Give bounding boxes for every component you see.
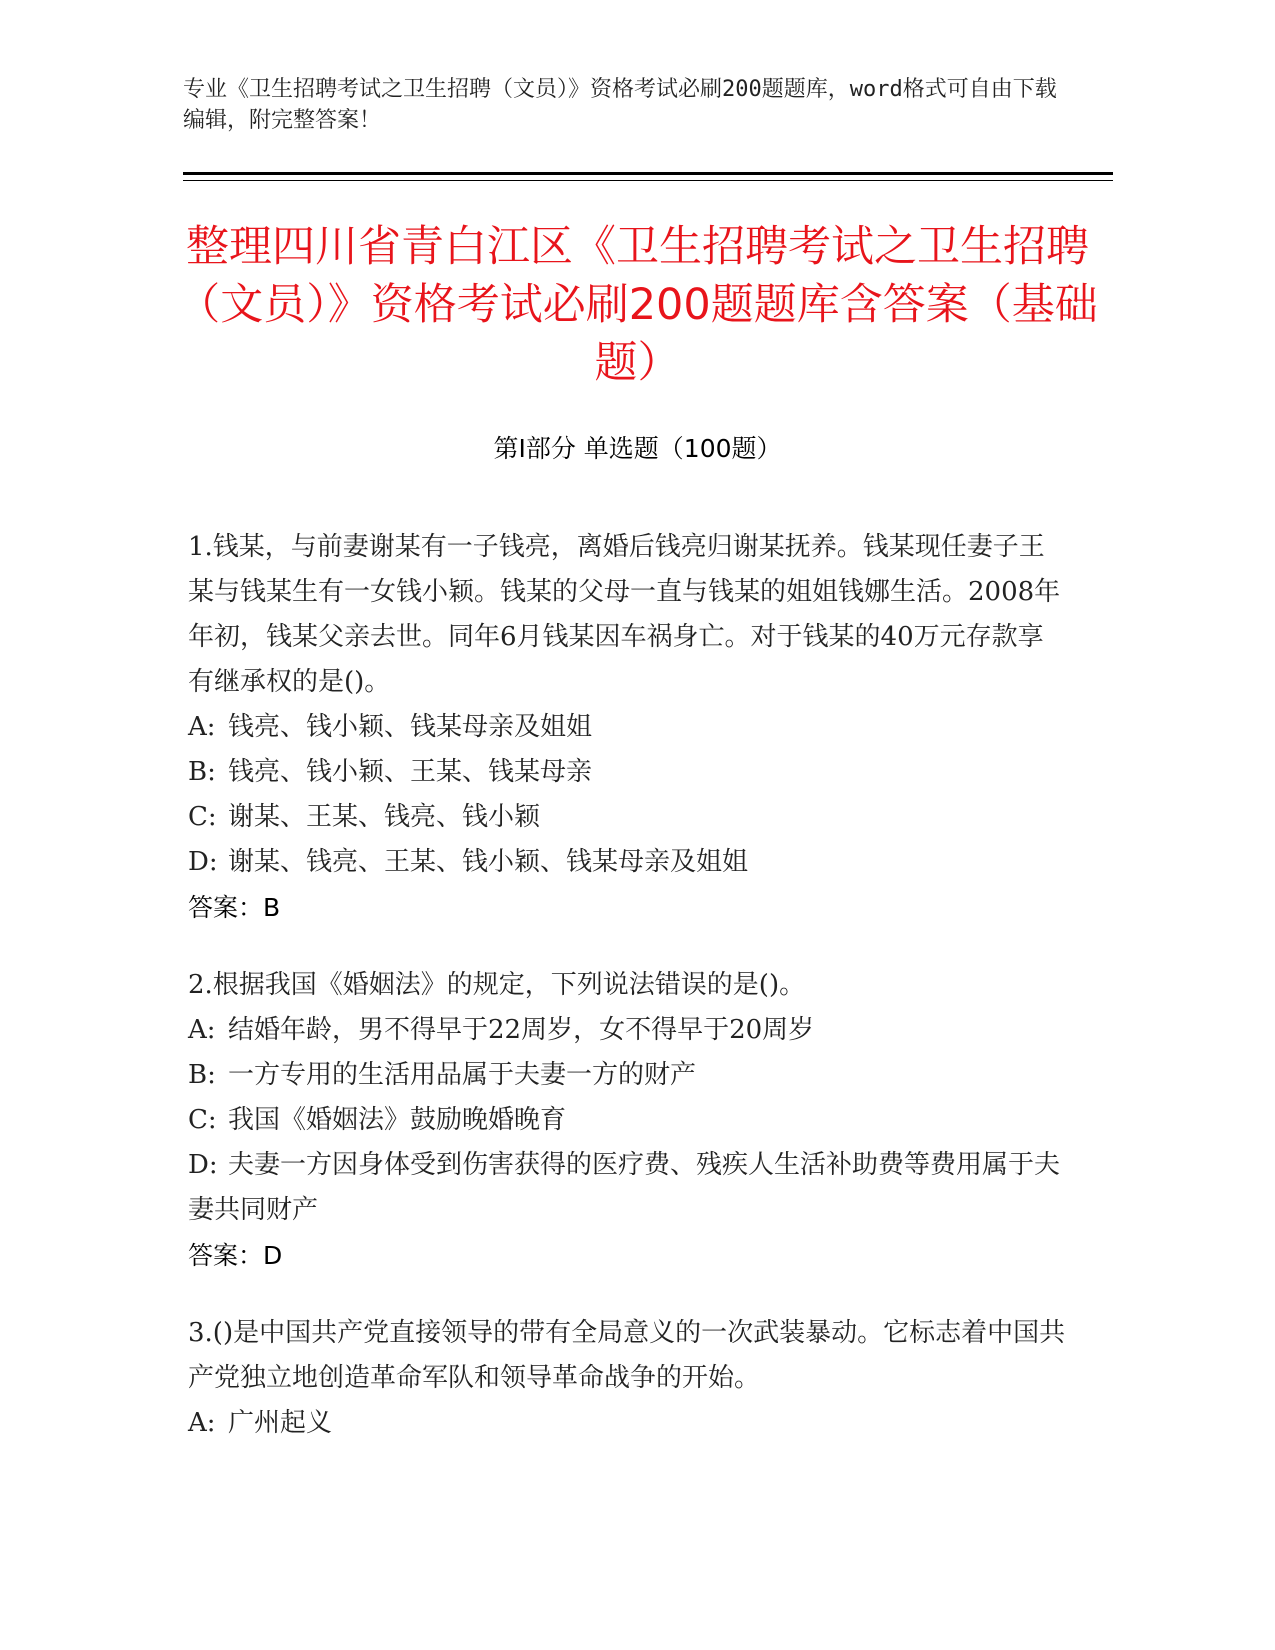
- option-key: B:: [188, 1060, 216, 1090]
- question-1: [188, 525, 1068, 930]
- option-text: 我国《婚姻法》鼓励晚婚晚育: [228, 1105, 567, 1135]
- question-stem: 3.()是中国共产党直接领导的带有全局意义的一次武装暴动。它标志着中国共产党独立地创造革命军队和领导革命战争的开始。: [188, 1318, 1066, 1393]
- document-title: 整理四川省青白江区《卫生招聘考试之卫生招聘（文员）》资格考试必刷200题题库含答案（基础题）: [177, 222, 1098, 388]
- answer-line: 答案：B: [188, 893, 281, 922]
- option-key: A:: [188, 1015, 216, 1045]
- option-key: D:: [188, 847, 218, 877]
- option-text: 钱亮、钱小颖、王某、钱某母亲: [228, 757, 593, 787]
- option-a: [188, 705, 1068, 750]
- answer-line: 答案：D: [188, 1241, 283, 1270]
- option-c: [188, 795, 1068, 840]
- question-list: [188, 525, 1068, 1479]
- question-stem: 2.根据我国《婚姻法》的规定，下列说法错误的是()。: [188, 970, 806, 1000]
- header-rule-thin: [183, 180, 1113, 181]
- option-text: 钱亮、钱小颖、钱某母亲及姐姐: [228, 712, 593, 742]
- option-b: [188, 750, 1068, 795]
- question-stem: 1.钱某，与前妻谢某有一子钱亮，离婚后钱亮归谢某抚养。钱某现任妻子王某与钱某生有一女钱小颖。钱某的父母一直与钱某的姐姐钱娜生活。2008年年初，钱某父亲去世。同年6月钱某因车祸身亡。对于钱某的40万元存款享有继承权的是()。: [188, 532, 1061, 697]
- question-2: [188, 963, 1068, 1278]
- option-key: C:: [188, 1105, 217, 1135]
- option-d: [188, 840, 1068, 885]
- option-d: [188, 1143, 1068, 1233]
- option-key: C:: [188, 802, 217, 832]
- option-b: [188, 1053, 1068, 1098]
- header-rule-thick: [183, 172, 1113, 175]
- option-a: [188, 1008, 1068, 1053]
- header-note: 专业《卫生招聘考试之卫生招聘（文员）》资格考试必刷200题题库，word格式可自由下载编辑，附完整答案！: [183, 77, 1057, 133]
- option-text: 谢某、钱亮、王某、钱小颖、钱某母亲及姐姐: [228, 847, 749, 877]
- option-key: D:: [188, 1150, 218, 1180]
- option-a: [188, 1401, 1068, 1446]
- section-heading: 第Ⅰ部分 单选题（100题）: [493, 434, 782, 463]
- option-key: A:: [188, 712, 216, 742]
- option-text: 广州起义: [228, 1408, 333, 1438]
- option-key: A:: [188, 1408, 216, 1438]
- option-text: 结婚年龄，男不得早于22周岁，女不得早于20周岁: [228, 1015, 815, 1045]
- option-text: 一方专用的生活用品属于夫妻一方的财产: [228, 1060, 697, 1090]
- question-3: [188, 1311, 1068, 1446]
- option-text: 夫妻一方因身体受到伤害获得的医疗费、残疾人生活补助费等费用属于夫妻共同财产: [188, 1150, 1061, 1225]
- option-key: B:: [188, 757, 216, 787]
- option-c: [188, 1098, 1068, 1143]
- option-text: 谢某、王某、钱亮、钱小颖: [228, 802, 541, 832]
